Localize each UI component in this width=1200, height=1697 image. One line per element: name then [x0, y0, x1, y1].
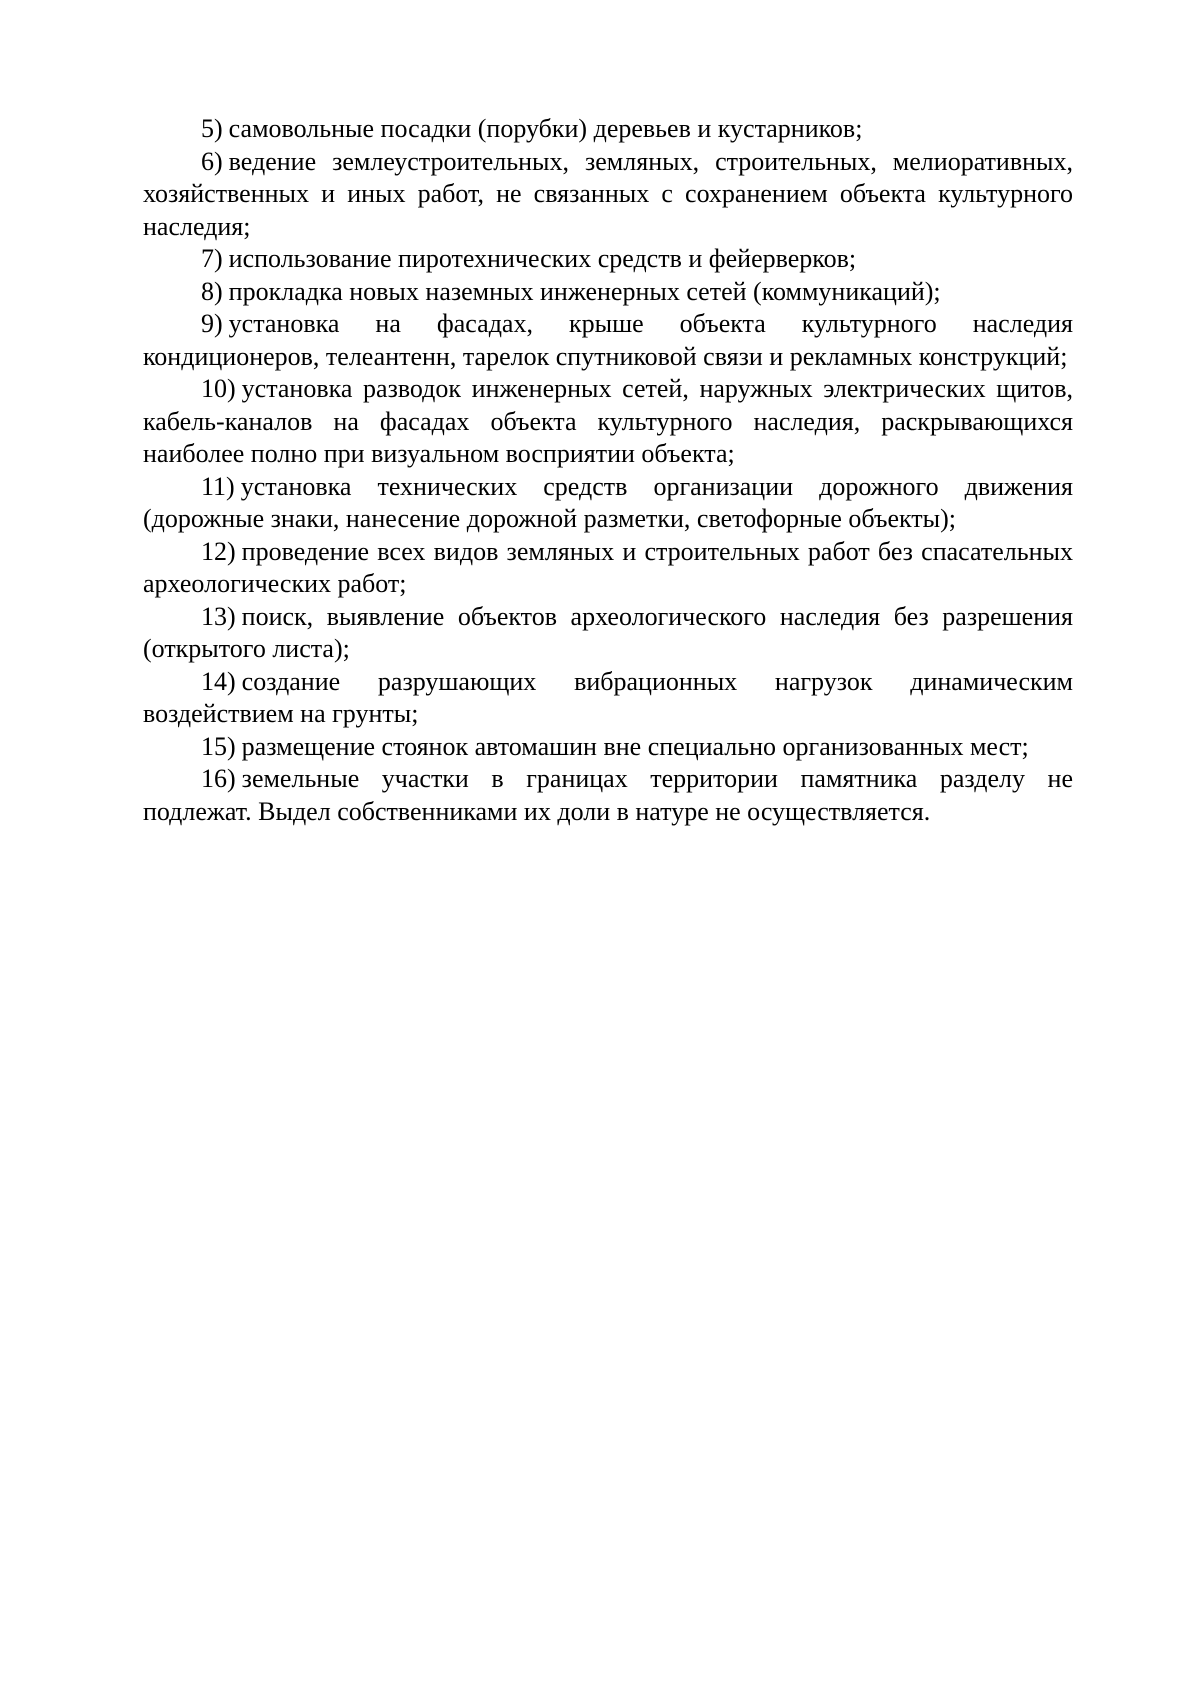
list-item-text: установка на фасадах, крыше объекта культурного наследия кондиционеров, телеантенн, тарелок спутниковой связи и рекламных конструкций; [143, 309, 1073, 371]
list-item-text: размещение стоянок автомашин вне специально организованных мест; [241, 731, 1029, 761]
list-item-number: 11) [201, 471, 235, 501]
list-item-text: проведение всех видов земляных и строительных работ без спасательных археологических работ; [143, 536, 1073, 598]
list-item-7 [143, 243, 1073, 276]
list-item-text: прокладка новых наземных инженерных сетей (коммуникаций); [228, 276, 941, 306]
list-item-number: 10) [201, 374, 236, 403]
list-item-16 [143, 763, 1073, 828]
list-item-15 [143, 731, 1073, 764]
list-item-number: 16) [201, 764, 236, 793]
list-item-text: земельные участки в границах территории памятника разделу не подлежат. Выдел собственниками их доли в натуре не осуществляется. [143, 764, 1073, 826]
list-item-text: поиск, выявление объектов археологического наследия без разрешения (открытого листа); [143, 601, 1073, 663]
list-item-number: 14) [201, 666, 236, 696]
list-item-10 [143, 373, 1073, 471]
list-item-number: 6) [201, 146, 223, 176]
list-item-14 [143, 666, 1073, 731]
list-item-number: 12) [201, 536, 236, 566]
list-item-11 [143, 471, 1073, 536]
list-item-12 [143, 536, 1073, 601]
list-item-number: 13) [201, 601, 236, 631]
list-item-number: 7) [201, 244, 223, 273]
list-item-text: использование пиротехнических средств и фейерверков; [228, 244, 857, 273]
list-item-6 [143, 146, 1073, 244]
list-item-text: создание разрушающих вибрационных нагрузок динамическим воздействием на грунты; [143, 666, 1073, 728]
list-item-13 [143, 601, 1073, 666]
list-item-number: 5) [201, 114, 223, 143]
list-item-number: 8) [201, 276, 223, 306]
list-item-text: установка технических средств организации дорожного движения (дорожные знаки, нанесение дорожной разметки, светофорные объекты); [143, 471, 1073, 533]
document-body [143, 113, 1073, 828]
list-item-text: установка разводок инженерных сетей, наружных электрических щитов, кабель-каналов на фасадах объекта культурного наследия, раскрывающихся наиболее полно при визуальном восприятии объекта; [143, 374, 1073, 468]
list-item-number: 9) [201, 309, 223, 338]
list-item-8 [143, 276, 1073, 309]
list-item-text: ведение землеустроительных, земляных, строительных, мелиоративных, хозяйственных и иных работ, не связанных с сохранением объекта культурного наследия; [143, 146, 1073, 241]
list-item-text: самовольные посадки (порубки) деревьев и кустарников; [228, 114, 863, 143]
list-item-9 [143, 308, 1073, 373]
list-item-5 [143, 113, 1073, 146]
list-item-number: 15) [201, 731, 236, 761]
